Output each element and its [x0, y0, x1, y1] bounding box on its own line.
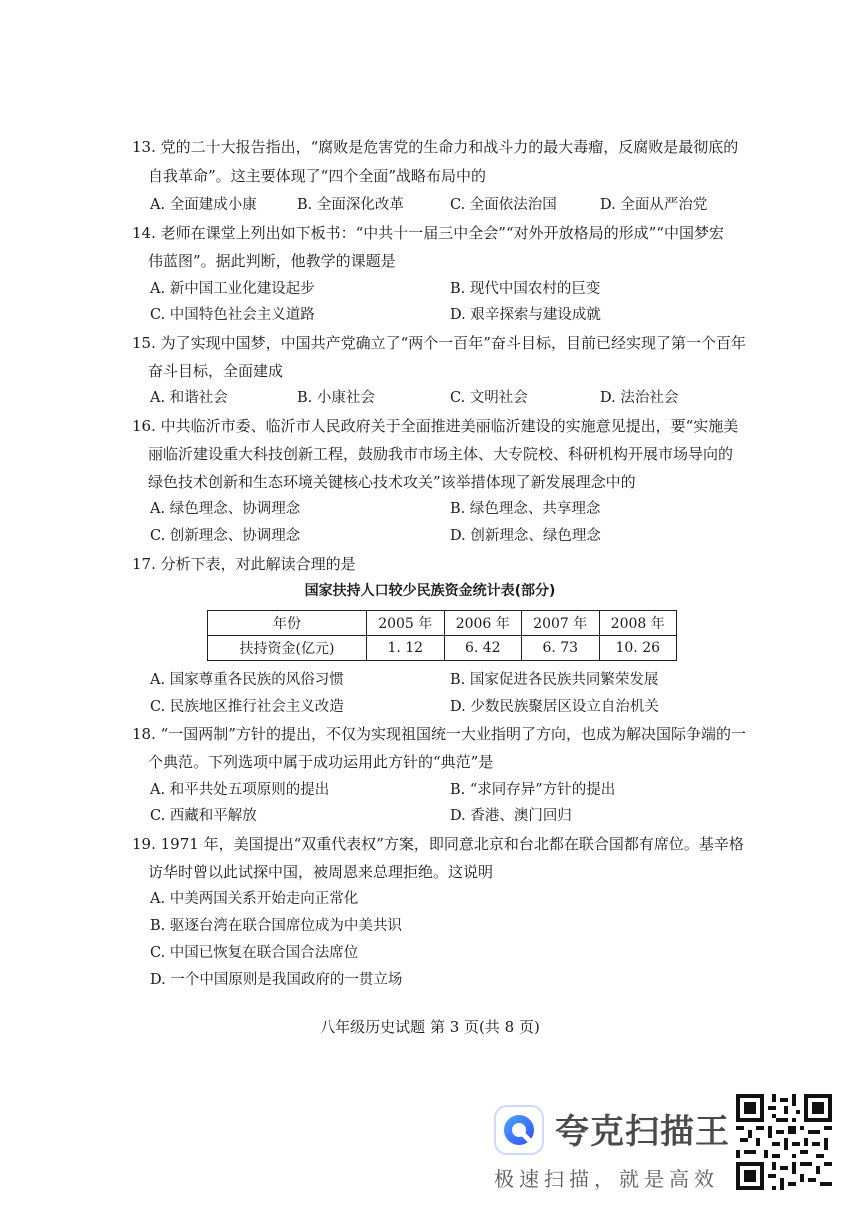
watermark-slogan: 极速扫描，就是高效 [494, 1167, 719, 1191]
question-15-option-d: D. 法治社会 [600, 390, 679, 406]
page-footer: 八年级历史试题 第 3 页(共 8 页) [320, 1018, 540, 1036]
table-row-label: 扶持资金(亿元) [208, 636, 367, 661]
question-19-option-c: C. 中国已恢复在联合国合法席位 [150, 945, 359, 961]
question-14-option-c: C. 中国特色社会主义道路 [150, 307, 315, 323]
question-17-option-c: C. 民族地区推行社会主义改造 [150, 699, 344, 715]
question-18-option-b: B. “求同存异”方针的提出 [450, 782, 616, 798]
question-17-line-1: 17. 分析下表，对此解读合理的是 [132, 555, 356, 573]
question-14-option-b: B. 现代中国农村的巨变 [450, 281, 601, 297]
question-13-option-d: D. 全面从严治党 [600, 197, 708, 213]
question-16-line-2: 丽临沂建设重大科技创新工程，鼓励我市市场主体、大专院校、科研机构开展市场导向的 [148, 445, 734, 463]
question-16-option-b: B. 绿色理念、共享理念 [450, 501, 601, 517]
question-16-line-1: 16. 中共临沂市委、临沂市人民政府关于全面推进美丽临沂建设的实施意见提出，要“实施美 [132, 417, 739, 435]
question-19-option-a: A. 中美两国关系开始走向正常化 [150, 891, 359, 907]
question-19-option-d: D. 一个中国原则是我国政府的一贯立场 [150, 972, 403, 988]
question-14-option-a: A. 新中国工业化建设起步 [150, 281, 315, 297]
question-13-line-2: 自我革命”。这主要体现了“四个全面”战略布局中的 [148, 167, 487, 185]
table-value-cell: 10. 26 [599, 636, 677, 661]
question-17-option-a: A. 国家尊重各民族的风俗习惯 [150, 672, 344, 688]
quark-logo-icon [492, 1103, 546, 1157]
question-17-option-b: B. 国家促进各民族共同繁荣发展 [450, 672, 659, 688]
question-13-option-a: A. 全面建成小康 [150, 197, 257, 213]
question-19-option-b: B. 驱逐台湾在联合国席位成为中美共识 [150, 918, 402, 934]
question-18-option-a: A. 和平共处五项原则的提出 [150, 782, 330, 798]
question-14-line-2: 伟蓝图”。据此判断，他教学的课题是 [148, 252, 396, 270]
watermark-brand: 夸克扫描王 [555, 1112, 730, 1152]
question-15-option-c: C. 文明社会 [450, 390, 528, 406]
table-header-label: 年份 [208, 611, 367, 636]
table-year-cell: 2008 年 [599, 611, 677, 636]
question-18-line-2: 个典范。下列选项中属于成功运用此方针的“典范”是 [148, 753, 494, 771]
table-value-cell: 6. 42 [444, 636, 522, 661]
question-19-line-2: 访华时曾以此试探中国，被周恩来总理拒绝。这说明 [148, 863, 494, 881]
question-14-line-1: 14. 老师在课堂上列出如下板书：“中共十一届三中全会”“对外开放格局的形成”“中国梦宏 [132, 224, 724, 242]
table-value-cell: 6. 73 [522, 636, 600, 661]
question-16-line-3: 绿色技术创新和生态环境关键核心技术攻关”该举措体现了新发展理念中的 [148, 473, 636, 491]
question-16-option-d: D. 创新理念、绿色理念 [450, 528, 601, 544]
table-row [208, 636, 677, 661]
table-year-cell: 2005 年 [367, 611, 445, 636]
question-17-option-d: D. 少数民族聚居区设立自治机关 [450, 699, 659, 715]
table-year-cell: 2007 年 [522, 611, 600, 636]
question-19-line-1: 19. 1971 年，美国提出“双重代表权”方案，即同意北京和台北都在联合国都有席位。基辛格 [132, 835, 744, 853]
question-14-option-d: D. 艰辛探索与建设成就 [450, 307, 601, 323]
question-15-option-b: B. 小康社会 [297, 390, 375, 406]
question-15-option-a: A. 和谐社会 [150, 390, 228, 406]
question-18-option-c: C. 西藏和平解放 [150, 808, 257, 824]
question-13-option-c: C. 全面依法治国 [450, 197, 557, 213]
table-title: 国家扶持人口较少民族资金统计表(部分) [304, 583, 556, 599]
question-18-line-1: 18. “一国两制”方针的提出，不仅为实现祖国统一大业指明了方向，也成为解决国际争端的一 [132, 725, 746, 743]
question-16-option-c: C. 创新理念、协调理念 [150, 528, 301, 544]
table-value-cell: 1. 12 [367, 636, 445, 661]
qr-code-icon [736, 1094, 832, 1190]
table-year-cell: 2006 年 [444, 611, 522, 636]
question-16-option-a: A. 绿色理念、协调理念 [150, 501, 301, 517]
question-18-option-d: D. 香港、澳门回归 [450, 808, 572, 824]
question-13-option-b: B. 全面深化改革 [297, 197, 404, 213]
question-13-line-1: 13. 党的二十大报告指出，“腐败是危害党的生命力和战斗力的最大毒瘤，反腐败是最彻底的 [132, 138, 739, 156]
table-row [208, 611, 677, 636]
funding-table [207, 610, 677, 661]
question-15-line-1: 15. 为了实现中国梦，中国共产党确立了“两个一百年”奋斗目标，目前已经实现了第一个百年 [132, 334, 746, 352]
question-15-line-2: 奋斗目标，全面建成 [148, 362, 284, 380]
